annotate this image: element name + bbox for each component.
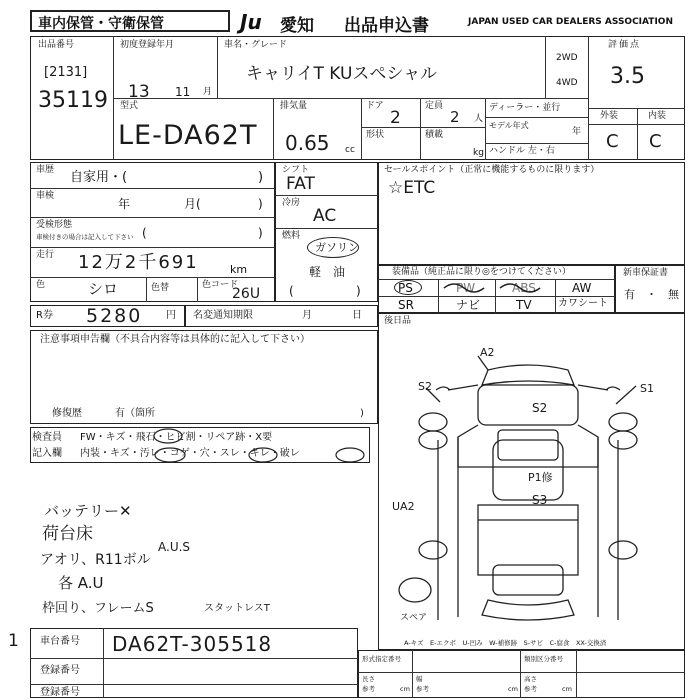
ju-logo: Ju (240, 10, 262, 34)
notice-label: 名変通知期限 (193, 310, 253, 321)
height-ref: 参考 (524, 685, 537, 693)
color-change-label: 色替 (151, 283, 170, 293)
height-unit: cm (562, 685, 572, 693)
equip-navi: ナビ (456, 298, 481, 312)
model-label: 型式 (120, 101, 139, 111)
fuel-value: ガソリン (315, 241, 359, 254)
equip-ps: PS (398, 281, 413, 295)
scribble-marks (440, 280, 555, 296)
mark-p1: P1修 (528, 471, 553, 484)
year-unit: 年 (572, 127, 582, 137)
fuel-diesel: 軽 油 (309, 265, 346, 279)
mark-s2-center: S2 (532, 401, 548, 415)
shift-value: FAT (286, 174, 315, 194)
equip-tv: TV (516, 298, 532, 312)
reg-label: 初度登録年月 (120, 40, 175, 50)
mark-s2-left: S2 (418, 380, 432, 393)
length-label: 長さ (362, 675, 375, 683)
exterior-grade: C (606, 131, 619, 152)
capacity-unit: 人 (474, 114, 484, 124)
listing-no: 35119 (38, 88, 108, 113)
displacement-value: 0.65 (285, 131, 330, 155)
recycle-unit: 円 (166, 310, 176, 321)
note-line-2: 荷台床 (42, 524, 93, 544)
capacity-label: 定員 (425, 101, 444, 111)
load-label: 積載 (425, 130, 444, 140)
class-no-label: 類別区分番号 (524, 655, 563, 663)
color-value: シロ (88, 280, 119, 298)
interior-grade: C (649, 131, 662, 152)
warranty-label: 新車保証書 (623, 268, 669, 278)
inspection-type-label: 受検形態 (36, 220, 73, 230)
mileage-value: 12万2千691 (78, 252, 199, 273)
org-name: 愛知 (280, 16, 314, 36)
mileage-label: 走行 (36, 250, 55, 260)
equip-sr: SR (398, 298, 414, 312)
shift-label: シフト (282, 165, 310, 175)
color-code-value: 26U (232, 286, 261, 302)
door-label: ドア (366, 101, 384, 111)
notes-label: 注意事項申告欄（不具合内容等は具体的に記入して下さい） (40, 334, 310, 345)
note-line-3b: A.U.S (158, 540, 191, 554)
exterior-label: 外装 (600, 111, 619, 121)
shape-label: 形状 (366, 130, 385, 140)
fuel-label: 燃料 (282, 231, 301, 241)
warranty-value: 有 ・ 無 (624, 288, 679, 301)
mark-s1: S1 (640, 382, 654, 395)
length-ref: 参考 (362, 685, 375, 693)
interior-label: 内装 (648, 111, 667, 121)
form-title: 出品申込書 (344, 16, 429, 36)
form-no-label: 形式指定番号 (362, 655, 401, 663)
fuel-circle (307, 237, 359, 258)
sales-label: セールスポイント（正常に機能するものに限ります） (384, 165, 600, 175)
mileage-unit: km (230, 263, 248, 276)
listing-no-label: 出品番号 (38, 40, 75, 50)
reg-month-unit: 月 (203, 87, 213, 97)
score-value: 3.5 (610, 64, 645, 89)
extra-reg-label: 登録番号 (40, 687, 80, 698)
car-name-value: キャリイT KUスペシャル (246, 64, 438, 84)
history-label: 車歴 (36, 165, 55, 175)
recycle-label: R券 (36, 310, 53, 321)
equip-abs: ABS (512, 281, 536, 295)
repair-value: 有（箇所 (115, 408, 155, 419)
chassis-label: 車台番号 (40, 636, 80, 647)
inspector-circles (150, 428, 365, 464)
reg-year: 13 (128, 82, 150, 102)
note-line-1: バッテリー✕ (44, 502, 132, 520)
mark-ua2: UA2 (392, 500, 415, 513)
capacity-value: 2 (450, 108, 460, 126)
model-value: LE-DA62T (118, 120, 258, 151)
back-label: 後日品 (384, 316, 412, 326)
reg-month: 11 (175, 85, 191, 99)
association-name: JAPAN USED CAR DEALERS ASSOCIATION (468, 17, 673, 27)
chassis-value: DA62T-305518 (112, 632, 273, 656)
note-line-5b: スタットレスT (204, 603, 270, 614)
length-unit: cm (400, 685, 410, 693)
reg-no-label: 登録番号 (40, 665, 80, 676)
margin-mark: 1 (8, 631, 19, 651)
repair-label: 修復歴 (52, 408, 82, 419)
storage-badge-text: 車内保管・守衛保管 (38, 16, 164, 32)
equip-aw: AW (572, 281, 592, 295)
ac-label: 冷房 (282, 198, 301, 208)
listing-code: [2131] (44, 65, 88, 80)
note-line-4: 各 A.U (58, 574, 104, 592)
drive-4wd: 4WD (556, 78, 578, 88)
spare-label: スペア (400, 613, 428, 623)
inspection-type-note: 車検付きの場合は記入して下さい (36, 233, 134, 241)
dealer-label: ディーラー・並行 (489, 103, 561, 113)
color-label: 色 (36, 280, 46, 290)
displacement-unit: cc (345, 145, 355, 155)
width-ref: 参考 (416, 685, 429, 693)
mark-s3: S3 (532, 493, 548, 507)
color-code-label: 色コード (202, 280, 239, 290)
ac-value: AC (313, 206, 337, 226)
door-value: 2 (390, 108, 401, 128)
car-name-label: 車名・グレード (224, 40, 288, 50)
model-year-label: モデル年式 (489, 121, 529, 130)
handle-label: ハンドル 左・右 (489, 146, 555, 156)
sales-value: ☆ETC (388, 178, 436, 198)
note-line-5: 枠回り、フレームS (42, 601, 154, 616)
inspector-row1: FW・キズ・飛石・ヒビ割・リペア跡・X要 (80, 432, 273, 443)
equip-seat: カワシート (558, 298, 608, 309)
note-line-3: アオリ、R11ボル (40, 552, 151, 568)
damage-legend: A-キズ E-エクボ U-凹み W-補修跡 S-サビ C-腐食 XX-交換済 (404, 639, 607, 647)
drive-2wd: 2WD (556, 53, 578, 63)
inspector-label: 検査員 (32, 432, 62, 443)
inspection-label: 車検 (36, 191, 55, 201)
inspector-row2: 内装・キズ・汚レ・コゲ・穴・スレ・キレ・破レ (80, 448, 300, 459)
height-label: 高さ (524, 675, 537, 683)
width-label: 幅 (416, 675, 423, 683)
load-unit: kg (473, 148, 484, 158)
recycle-value: 5280 (86, 305, 143, 327)
score-label: 評価点 (608, 40, 642, 50)
equipment-label: 装備品（純正品に限り◎をつけてください） (392, 267, 571, 277)
mark-a2: A2 (480, 346, 495, 359)
history-value: 自家用・( (70, 170, 128, 185)
history-section (30, 162, 275, 302)
displacement-label: 排気量 (280, 101, 308, 111)
width-unit: cm (508, 685, 518, 693)
equip-pw: PW (456, 281, 476, 295)
